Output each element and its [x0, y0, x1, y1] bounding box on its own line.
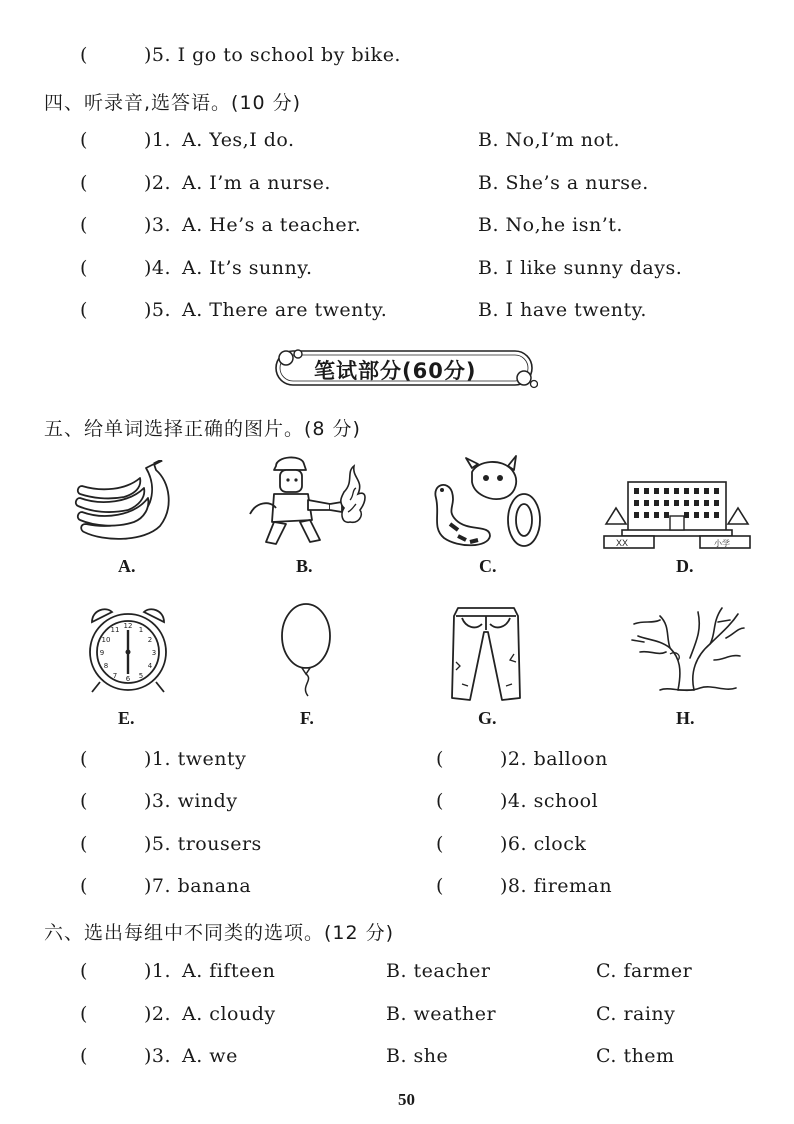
word-item: )4. school	[500, 790, 599, 812]
clock-icon	[84, 604, 172, 694]
option-c: C. rainy	[596, 1003, 676, 1025]
picture-label-f: F.	[300, 708, 314, 728]
school-sign-right: 小学	[714, 539, 730, 548]
balloon-icon	[278, 602, 338, 698]
picture-label-a: A.	[118, 556, 136, 576]
section-heading-5: 五、给单词选择正确的图片。(8 分)	[44, 418, 361, 440]
answer-paren[interactable]: (	[80, 172, 88, 194]
animals-twenty-icon	[428, 454, 548, 550]
question-number: )1.	[144, 129, 172, 151]
option-a: A. Yes,I do.	[182, 129, 295, 151]
banner-title: 笔试部分(60分)	[314, 359, 477, 383]
answer-paren[interactable]: (	[80, 960, 88, 982]
svg-text:3: 3	[151, 649, 157, 657]
picture-label-b: B.	[296, 556, 313, 576]
page-number: 50	[398, 1090, 415, 1109]
question-number: )4.	[144, 257, 172, 279]
section-heading-6: 六、选出每组中不同类的选项。(12 分)	[44, 922, 395, 944]
school-icon	[602, 478, 752, 550]
word-item: )1. twenty	[144, 748, 247, 770]
question-number: )3.	[144, 1045, 172, 1067]
option-b: B. teacher	[386, 960, 491, 982]
answer-paren[interactable]: (	[436, 748, 444, 770]
option-a: A. we	[182, 1045, 238, 1067]
fireman-icon	[246, 452, 370, 548]
option-b: B. She’s a nurse.	[478, 172, 649, 194]
question-number: )2.	[144, 1003, 172, 1025]
question-number: )3.	[144, 214, 172, 236]
svg-text:10: 10	[101, 636, 111, 644]
answer-paren[interactable]: (	[436, 790, 444, 812]
answer-paren[interactable]: (	[80, 299, 88, 321]
trousers-icon	[448, 604, 524, 702]
answer-paren[interactable]: (	[80, 1045, 88, 1067]
word-item: )2. balloon	[500, 748, 608, 770]
picture-label-h: H.	[676, 708, 695, 728]
answer-paren[interactable]: (	[436, 833, 444, 855]
picture-label-e: E.	[118, 708, 135, 728]
section-heading-4: 四、听录音,选答语。(10 分)	[44, 92, 302, 114]
question-text: )5. I go to school by bike.	[144, 44, 401, 66]
option-b: B. No,I’m not.	[478, 129, 621, 151]
svg-text:5: 5	[138, 672, 144, 680]
answer-paren[interactable]: (	[80, 129, 88, 151]
option-b: B. she	[386, 1045, 449, 1067]
option-b: B. No,he isn’t.	[478, 214, 623, 236]
option-b: B. I like sunny days.	[478, 257, 683, 279]
picture-label-g: G.	[478, 708, 497, 728]
svg-text:4: 4	[147, 662, 153, 670]
windy-tree-icon	[630, 600, 746, 696]
svg-text:11: 11	[110, 626, 120, 634]
option-a: A. cloudy	[182, 1003, 276, 1025]
answer-paren[interactable]: (	[80, 833, 88, 855]
word-item: )6. clock	[500, 833, 587, 855]
svg-text:2: 2	[147, 636, 153, 644]
word-item: )5. trousers	[144, 833, 262, 855]
svg-text:8: 8	[103, 662, 109, 670]
svg-text:7: 7	[112, 672, 118, 680]
option-a: A. I’m a nurse.	[182, 172, 331, 194]
bananas-icon	[74, 460, 178, 546]
picture-label-c: C.	[479, 556, 497, 576]
answer-paren[interactable]: (	[80, 875, 88, 897]
answer-paren[interactable]: (	[80, 1003, 88, 1025]
picture-label-d: D.	[676, 556, 694, 576]
option-a: A. There are twenty.	[182, 299, 388, 321]
answer-paren[interactable]: (	[80, 44, 88, 66]
option-b: B. weather	[386, 1003, 497, 1025]
school-sign-left: XX	[616, 538, 629, 548]
svg-text:9: 9	[99, 649, 105, 657]
answer-paren[interactable]: (	[80, 257, 88, 279]
option-a: A. It’s sunny.	[182, 257, 313, 279]
option-c: C. farmer	[596, 960, 693, 982]
word-item: )7. banana	[144, 875, 252, 897]
answer-paren[interactable]: (	[436, 875, 444, 897]
answer-paren[interactable]: (	[80, 748, 88, 770]
svg-text:1: 1	[138, 626, 144, 634]
svg-text:12: 12	[123, 622, 133, 630]
option-a: A. fifteen	[182, 960, 276, 982]
option-a: A. He’s a teacher.	[182, 214, 362, 236]
word-item: )8. fireman	[500, 875, 613, 897]
question-number: )2.	[144, 172, 172, 194]
answer-paren[interactable]: (	[80, 790, 88, 812]
answer-paren[interactable]: (	[80, 214, 88, 236]
option-b: B. I have twenty.	[478, 299, 647, 321]
option-c: C. them	[596, 1045, 675, 1067]
question-number: )1.	[144, 960, 172, 982]
svg-text:6: 6	[125, 675, 131, 683]
word-item: )3. windy	[144, 790, 238, 812]
question-number: )5.	[144, 299, 172, 321]
written-section-banner	[272, 348, 538, 390]
